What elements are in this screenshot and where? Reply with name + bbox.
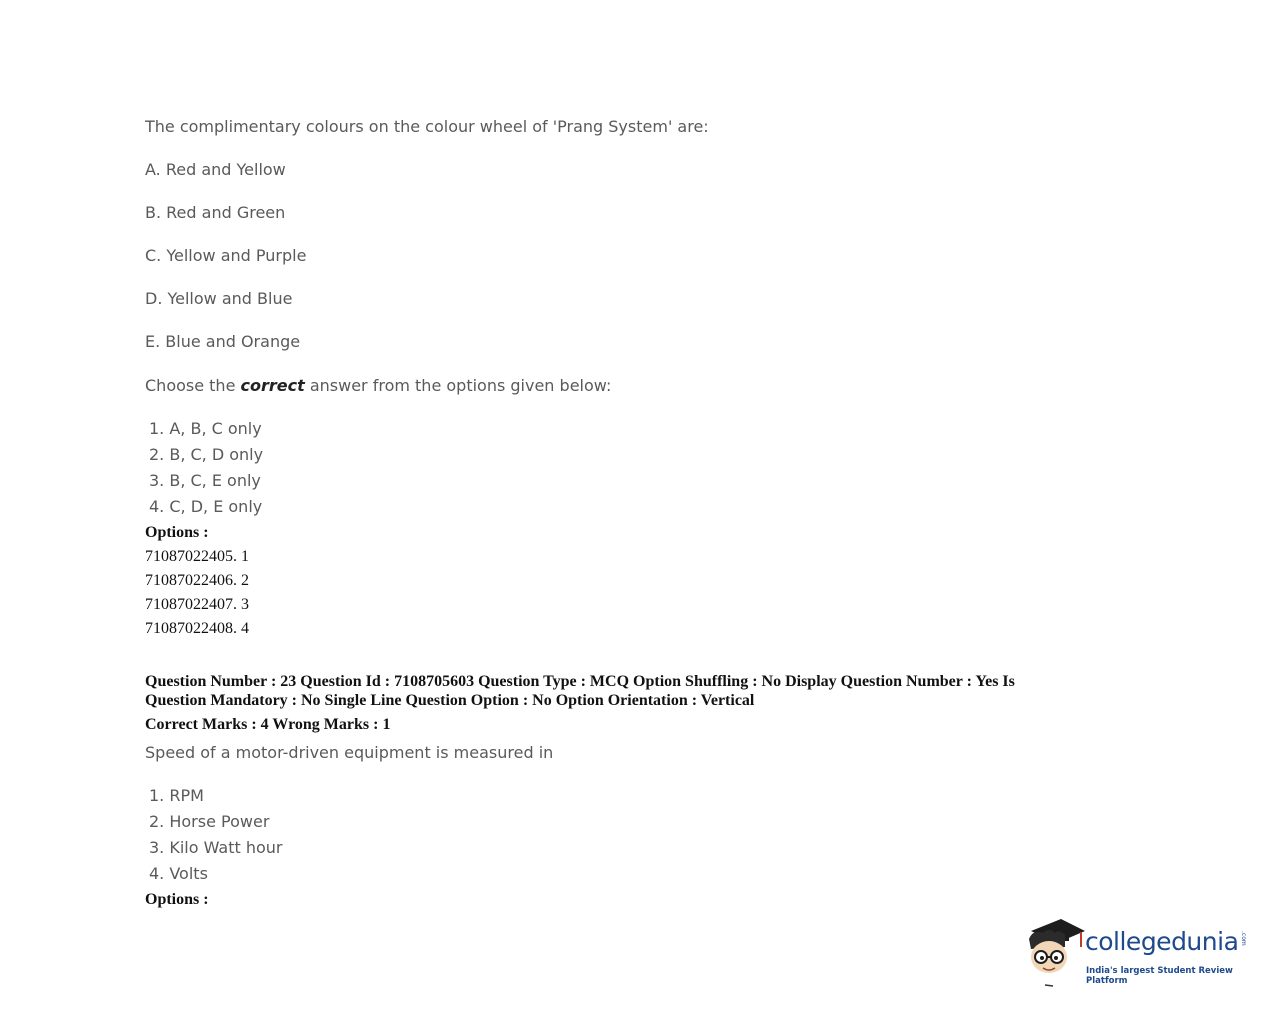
statement-c: C. Yellow and Purple bbox=[145, 246, 307, 265]
statement-d: D. Yellow and Blue bbox=[145, 289, 293, 308]
choose-emphasis: correct bbox=[240, 376, 305, 395]
answer-option-4: 4. Volts bbox=[149, 864, 208, 883]
answer-option-1: 1. A, B, C only bbox=[149, 419, 262, 438]
answer-option-1: 1. RPM bbox=[149, 786, 204, 805]
statement-b: B. Red and Green bbox=[145, 203, 286, 222]
question-stem: The complimentary colours on the colour wheel of 'Prang System' are: bbox=[145, 117, 709, 136]
options-label: Options : bbox=[145, 524, 209, 541]
answer-option-4: 4. C, D, E only bbox=[149, 497, 263, 516]
option-id-3: 71087022407. 3 bbox=[145, 596, 249, 613]
statement-e: E. Blue and Orange bbox=[145, 332, 301, 351]
choose-suffix: answer from the options given below: bbox=[304, 376, 612, 395]
choose-prefix: Choose the bbox=[145, 376, 241, 395]
answer-option-3: 3. B, C, E only bbox=[149, 471, 261, 490]
options-label-23: Options : bbox=[145, 891, 209, 908]
option-id-2: 71087022406. 2 bbox=[145, 572, 249, 589]
question-stem-23: Speed of a motor-driven equipment is measured in bbox=[145, 743, 554, 762]
answer-option-3: 3. Kilo Watt hour bbox=[149, 838, 283, 857]
question-meta-line-2: Question Mandatory : No Single Line Question Option : No Option Orientation : Vertical bbox=[145, 692, 755, 709]
brand-name: collegedunia bbox=[1085, 927, 1239, 956]
question-meta-line-1: Question Number : 23 Question Id : 7108705603 Question Type : MCQ Option Shuffling : No Display Question Number : Yes Is bbox=[145, 673, 1015, 690]
question-marks: Correct Marks : 4 Wrong Marks : 1 bbox=[145, 716, 391, 733]
mascot-icon bbox=[1025, 917, 1089, 989]
brand-tagline: India's largest Student Review Platform bbox=[1086, 966, 1233, 986]
option-id-4: 71087022408. 4 bbox=[145, 620, 249, 637]
option-id-1: 71087022405. 1 bbox=[145, 548, 249, 565]
answer-option-2: 2. B, C, D only bbox=[149, 445, 264, 464]
brand-domain-suffix: .com bbox=[1240, 931, 1247, 946]
answer-option-2: 2. Horse Power bbox=[149, 812, 270, 831]
collegedunia-logo bbox=[1025, 917, 1265, 989]
statement-a: A. Red and Yellow bbox=[145, 160, 286, 179]
choose-instruction bbox=[145, 376, 611, 395]
